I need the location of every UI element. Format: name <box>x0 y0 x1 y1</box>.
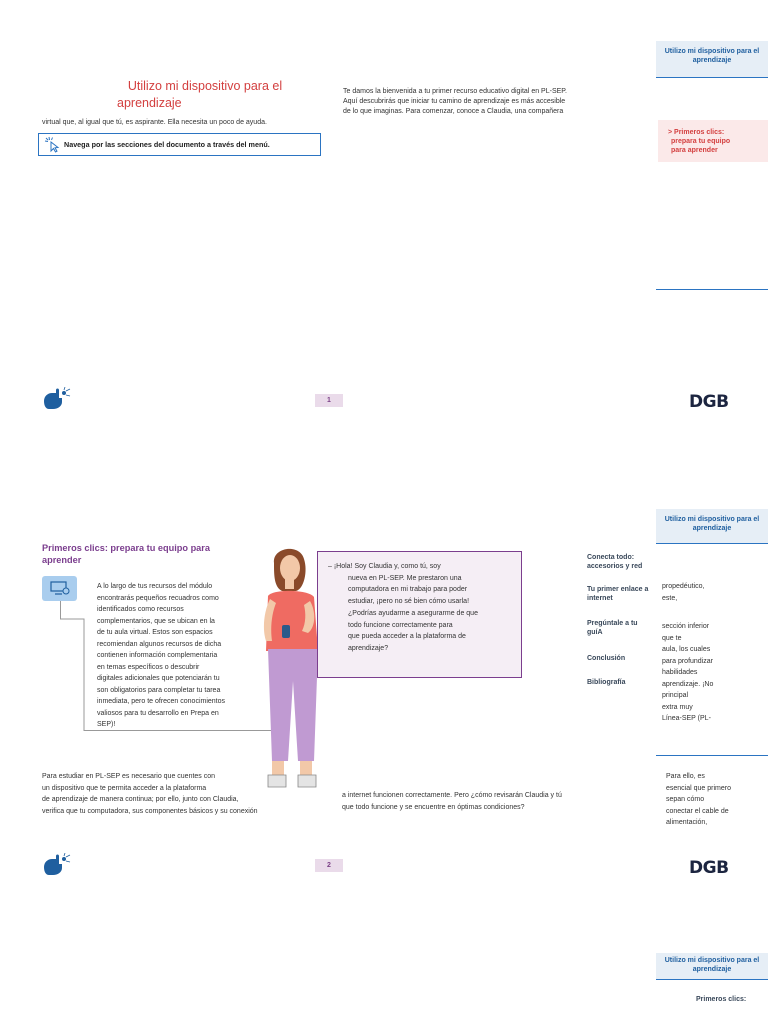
fragment-line: que te <box>662 634 682 642</box>
sidebar-tab-line: Utilizo mi dispositivo para el <box>664 48 760 55</box>
resource-line: son obligatorios para completar tu tarea <box>97 686 221 694</box>
resource-box-icon <box>42 576 77 601</box>
fragment-line: conectar el cable de <box>666 807 729 815</box>
sidebar-tab-line: Utilizo mi dispositivo para el <box>664 516 760 523</box>
fragment-line: principal <box>662 692 689 699</box>
section-heading <box>42 542 210 566</box>
menu-item-label: Pregúntale a tu <box>587 620 638 627</box>
fragment-line: aula, los cuales <box>662 646 711 653</box>
sidebar-tab-current[interactable] <box>656 509 768 544</box>
section-menu <box>587 553 659 690</box>
resource-line: digitales adicionales que potenciarán tu <box>97 675 220 682</box>
menu-item-preguntale[interactable] <box>587 619 659 654</box>
fragment-line: este, <box>662 594 678 602</box>
paragraph-line: verifica que tu computadora, sus componentes básicos y su conexión <box>42 807 258 815</box>
resource-line: SEP)! <box>97 721 116 728</box>
paragraph-line: Para estudiar en PL-SEP es necesario que cuentes con <box>42 773 216 780</box>
sidebar-divider <box>656 289 768 290</box>
page-number: 2 <box>315 859 343 872</box>
intro-paragraph <box>42 771 312 817</box>
resource-line: contienen información complementaria <box>97 652 218 659</box>
menu-item-label: Conecta todo: <box>587 554 635 561</box>
intro-line: Aquí descubrirás que iniciar tu camino de aprendizaje es más accesible <box>343 98 566 105</box>
speech-line: nueva en PL-SEP. Me prestaron una <box>348 574 462 582</box>
sidebar-link-line: prepara tu equipo <box>671 138 731 145</box>
section-heading-line: aprender <box>42 555 82 565</box>
menu-item-label: internet <box>587 595 613 602</box>
resource-line: recomiendan algunos recursos de dicha <box>97 640 222 648</box>
sidebar-link-line: para aprender <box>671 147 718 154</box>
paragraph-line: un dispositivo que te permita acceder a la plataforma <box>42 784 207 792</box>
paragraph-line: de aprendizaje de manera continua; por ello, junto con Claudia, <box>42 796 239 803</box>
resource-line: en temas específicos o descubrir <box>97 663 200 671</box>
fragment-line: sepan cómo <box>666 796 705 803</box>
sidebar-link-line: > Primeros clics: <box>668 129 725 136</box>
speech-line: computadora en mi trabajo para poder <box>348 586 468 594</box>
menu-item-label: accesorios y red <box>587 563 643 570</box>
dgb-logo: DGB <box>689 858 729 878</box>
navigation-hint-text: Navega por las secciones del documento a través del menú. <box>64 140 270 149</box>
section-heading-line: Primeros clics: prepara tu equipo para <box>42 543 210 553</box>
menu-item-label: Bibliografía <box>587 679 626 686</box>
menu-item-conecta-todo[interactable] <box>587 553 659 585</box>
sidebar-tab-line: Utilizo mi dispositivo para el <box>664 957 760 964</box>
fragment-line: habilidades <box>662 669 698 676</box>
fragment-line: extra muy <box>662 703 693 711</box>
menu-item-conclusion[interactable] <box>587 654 659 678</box>
claudia-speech-bubble <box>317 551 522 678</box>
paragraph-line: que todo funcione y se encuentre en óptimas condiciones? <box>342 803 525 811</box>
speech-line: estudiar, ¡pero no sé bien cómo usarla! <box>348 598 470 606</box>
fragment-line: propedéutico, <box>662 583 705 590</box>
sidebar-tab-line: aprendizaje <box>692 966 732 973</box>
resource-line: valiosos para tu desarrollo en Prepa en <box>97 709 219 717</box>
intro-line: Te damos la bienvenida a tu primer recurso educativo digital en PL-SEP. <box>343 88 567 95</box>
intro-text <box>343 87 618 117</box>
fragment-line: Para ello, es <box>666 773 705 780</box>
speech-line: – ¡Hola! Soy Claudia y, como tú, soy <box>328 563 441 570</box>
pointer-click-icon <box>44 136 61 153</box>
speech-line: ¿Podrías ayudarme a asegurarme de que <box>348 609 478 617</box>
sidebar-tab-line: aprendizaje <box>692 525 732 532</box>
sidebar-item-primeros-clics[interactable]: Primeros clics: <box>696 996 747 1003</box>
menu-item-label: Conclusión <box>587 655 626 662</box>
page-title-line-2: aprendizaje <box>117 96 182 110</box>
resource-line: inmediata, pero te ofrecen conocimientos <box>97 698 226 705</box>
page-number: 1 <box>315 394 343 407</box>
hand-pointer-logo-icon <box>42 853 72 877</box>
paragraph-continuation <box>342 790 622 813</box>
menu-item-bibliografia[interactable] <box>587 678 659 690</box>
resource-line: identificados como recursos <box>97 606 184 613</box>
fragment-line: para profundizar <box>662 657 713 665</box>
fragment-line: Línea-SEP (PL- <box>662 715 711 722</box>
speech-line: que pueda acceder a la plataforma de <box>348 633 466 641</box>
sidebar-tab-current[interactable] <box>656 41 768 78</box>
resource-line: complementarios, que se ubican en la <box>97 617 215 625</box>
menu-item-tu-primer-enlace[interactable] <box>587 585 659 619</box>
sidebar-tab-current[interactable] <box>656 953 768 980</box>
text-fragment-b <box>662 621 762 725</box>
intro-continuation: virtual que, al igual que tú, es aspirante. Ella necesita un poco de ayuda. <box>42 119 267 126</box>
page-title-line-1: Utilizo mi dispositivo para el <box>127 79 283 93</box>
navigation-hint-box <box>38 133 321 156</box>
dgb-logo: DGB <box>689 392 729 412</box>
sidebar-tab-line: aprendizaje <box>692 57 732 64</box>
menu-item-label: guíA <box>587 629 603 636</box>
intro-line: de lo que imaginas. Para comenzar, conoce a Claudia, una compañera <box>343 108 564 115</box>
screen-icon <box>50 581 70 596</box>
resource-line: de tu aula virtual. Estos son espacios <box>97 629 213 636</box>
fragment-line: alimentación, <box>666 819 708 826</box>
speech-line: aprendizaje? <box>348 644 389 652</box>
resource-line: A lo largo de tus recursos del módulo <box>97 583 213 590</box>
speech-text <box>328 561 520 655</box>
page-title <box>105 78 305 112</box>
fragment-line: esencial que primero <box>666 784 731 792</box>
resource-description <box>97 581 267 731</box>
fragment-line: aprendizaje. ¡No <box>662 680 714 688</box>
hand-pointer-logo-icon <box>42 387 72 411</box>
fragment-line: sección inferior <box>662 623 710 630</box>
text-fragment-c <box>666 771 766 829</box>
sidebar-divider <box>656 755 768 756</box>
paragraph-line: a internet funcionen correctamente. Pero ¿cómo revisarán Claudia y tú <box>342 792 562 799</box>
text-fragment-a <box>662 581 762 604</box>
menu-item-label: Tu primer enlace a <box>587 586 649 593</box>
resource-line: encontrarás pequeños recuadros como <box>97 594 219 602</box>
sidebar-link-primeros-clics[interactable] <box>658 120 768 162</box>
speech-line: todo funcione correctamente para <box>348 621 453 629</box>
